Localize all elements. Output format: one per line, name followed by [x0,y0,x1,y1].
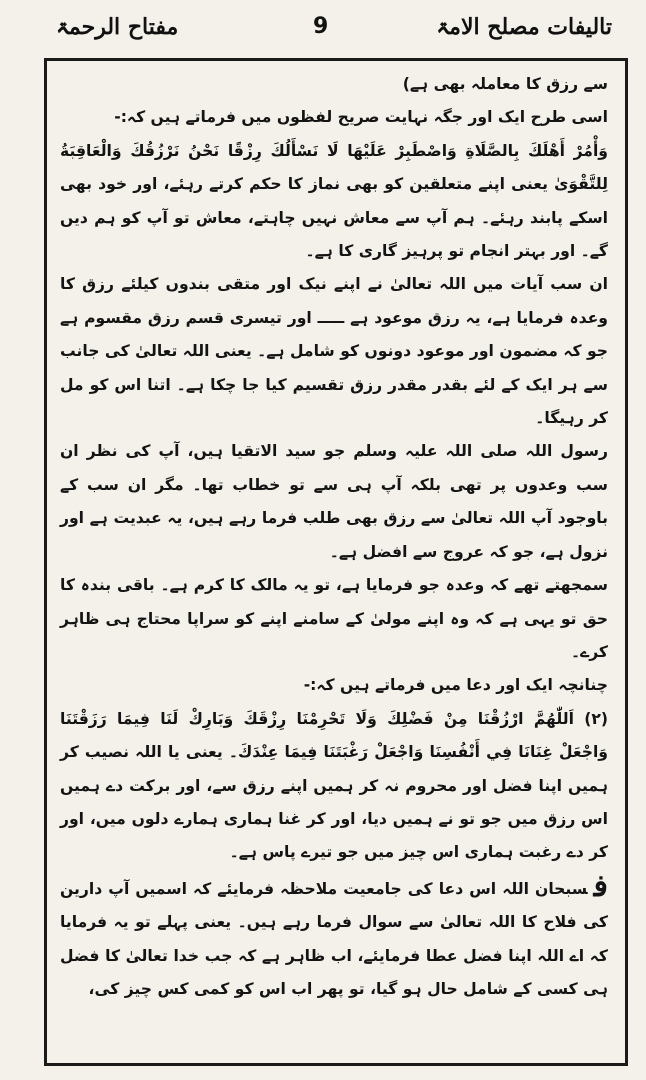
paragraph-7: چنانچہ ایک اور دعا میں فرماتے ہیں کہ:- [303,676,608,695]
chapter-title: مفتاح الرحمۃ [56,14,179,40]
paragraph-8: (۲) اَللّٰهُمَّ ارْزُقْنَا مِنْ فَضْلِكَ وَلَا تَحْرِمْنَا رِزْقَكَ وَبَارِكْ لَنَا فِيمَا رَزَقْتَنَا وَاجْعَلْ غِنَانَا فِي أَنْفُسِنَا وَاجْعَلْ رَغْبَتَنَا فِيمَا عِنْدَكَ۔ یعنی یا اللہ نصیب کر ہمیں اپنا فضل اور محروم نہ کر ہمیں اپنے رزق سے، اور برکت دے ہمیں اس رزق میں جو تو نے ہمیں دیا، اور کر غنا ہماری ہمارے دلوں میں، اور کر دے رغبت ہماری اس چیز میں جو تیرے پاس ہے۔ [60,709,608,862]
page-header [0,6,646,50]
paragraph-4: ان سب آیات میں اللہ تعالیٰ نے اپنے نیک اور متقی بندوں کیلئے رزق کا وعدہ فرمایا ہے، یہ رزق موعود ہے ـــــ اور تیسری قسم رزق مقسوم ہے جو کہ مضمون اور موعود دونوں کو شامل ہے۔ یعنی اللہ تعالیٰ کی جانب سے ہر ایک کے لئے بقدر مقدر رزق تقسیم کیا جا چکا ہے۔ اتنا اس کو مل کر رہیگا۔ [60,275,608,428]
paragraph-2: اسی طرح ایک اور جگہ نہایت صریح لفظوں میں فرماتے ہیں کہ:- [114,108,608,127]
paragraph-9 [60,870,608,1007]
paragraph-1: سے رزق کا معاملہ بھی ہے) [402,75,608,93]
fa-marker: ف [593,868,608,904]
page-text [60,68,608,1006]
paragraph-3: وَأْمُرْ أَهْلَكَ بِالصَّلَاةِ وَاصْطَبِرْ عَلَيْهَا لَا نَسْأَلُكَ رِزْقًا نَحْنُ نَرْزُقُكَ وَالْعَاقِبَةُ لِلتَّقْوَىٰ یعنی اپنے متعلقین کو بھی نماز کا حکم کرتے رہئے، اور خود بھی اسکے پابند رہئے۔ ہم آپ سے معاش نہیں چاہتے، معاش تو آپ کو ہم دیں گے۔ اور بہتر انجام تو پرہیز گاری کا ہے۔ [60,141,608,261]
page-number: 9 [313,14,329,39]
paragraph-9-text: سبحان اللہ اس دعا کی جامعیت ملاحظہ فرمایئے کہ اسمیں آپ دارین کی فلاح کا اللہ تعالیٰ سے سوال فرما رہے ہیں۔ یعنی پہلے تو یہ فرمایا کہ اے اللہ اپنا فضل عطا فرمایئے، اب ظاہر ہے کہ جب خدا تعالیٰ کا فضل ہی کسی کے شامل حال ہو گیا، تو پھر اب اس کو کمی کس چیز کی، [60,879,608,998]
paragraph-6: سمجھتے تھے کہ وعدہ جو فرمایا ہے، تو یہ مالک کا کرم ہے۔ باقی بندہ کا حق تو یہی ہے کہ وہ اپنے مولیٰ کے سامنے اپنے کو سراپا محتاج ہی ظاہر کرے۔ [60,576,608,661]
paragraph-5: رسول اللہ صلی اللہ علیہ وسلم جو سید الاتقیا ہیں، آپ کی نظر ان سب وعدوں پر تھی بلکہ آپ ہی سے تو خطاب تھا۔ مگر ان سب کے باوجود آپ اللہ تعالیٰ سے رزق بھی طلب فرما رہے ہیں، یہ عبدیت ہے اور نزول ہے، جو کہ عروج سے افضل ہے۔ [60,442,608,561]
book-title: تالیفات مصلح الامۃ [436,14,612,40]
